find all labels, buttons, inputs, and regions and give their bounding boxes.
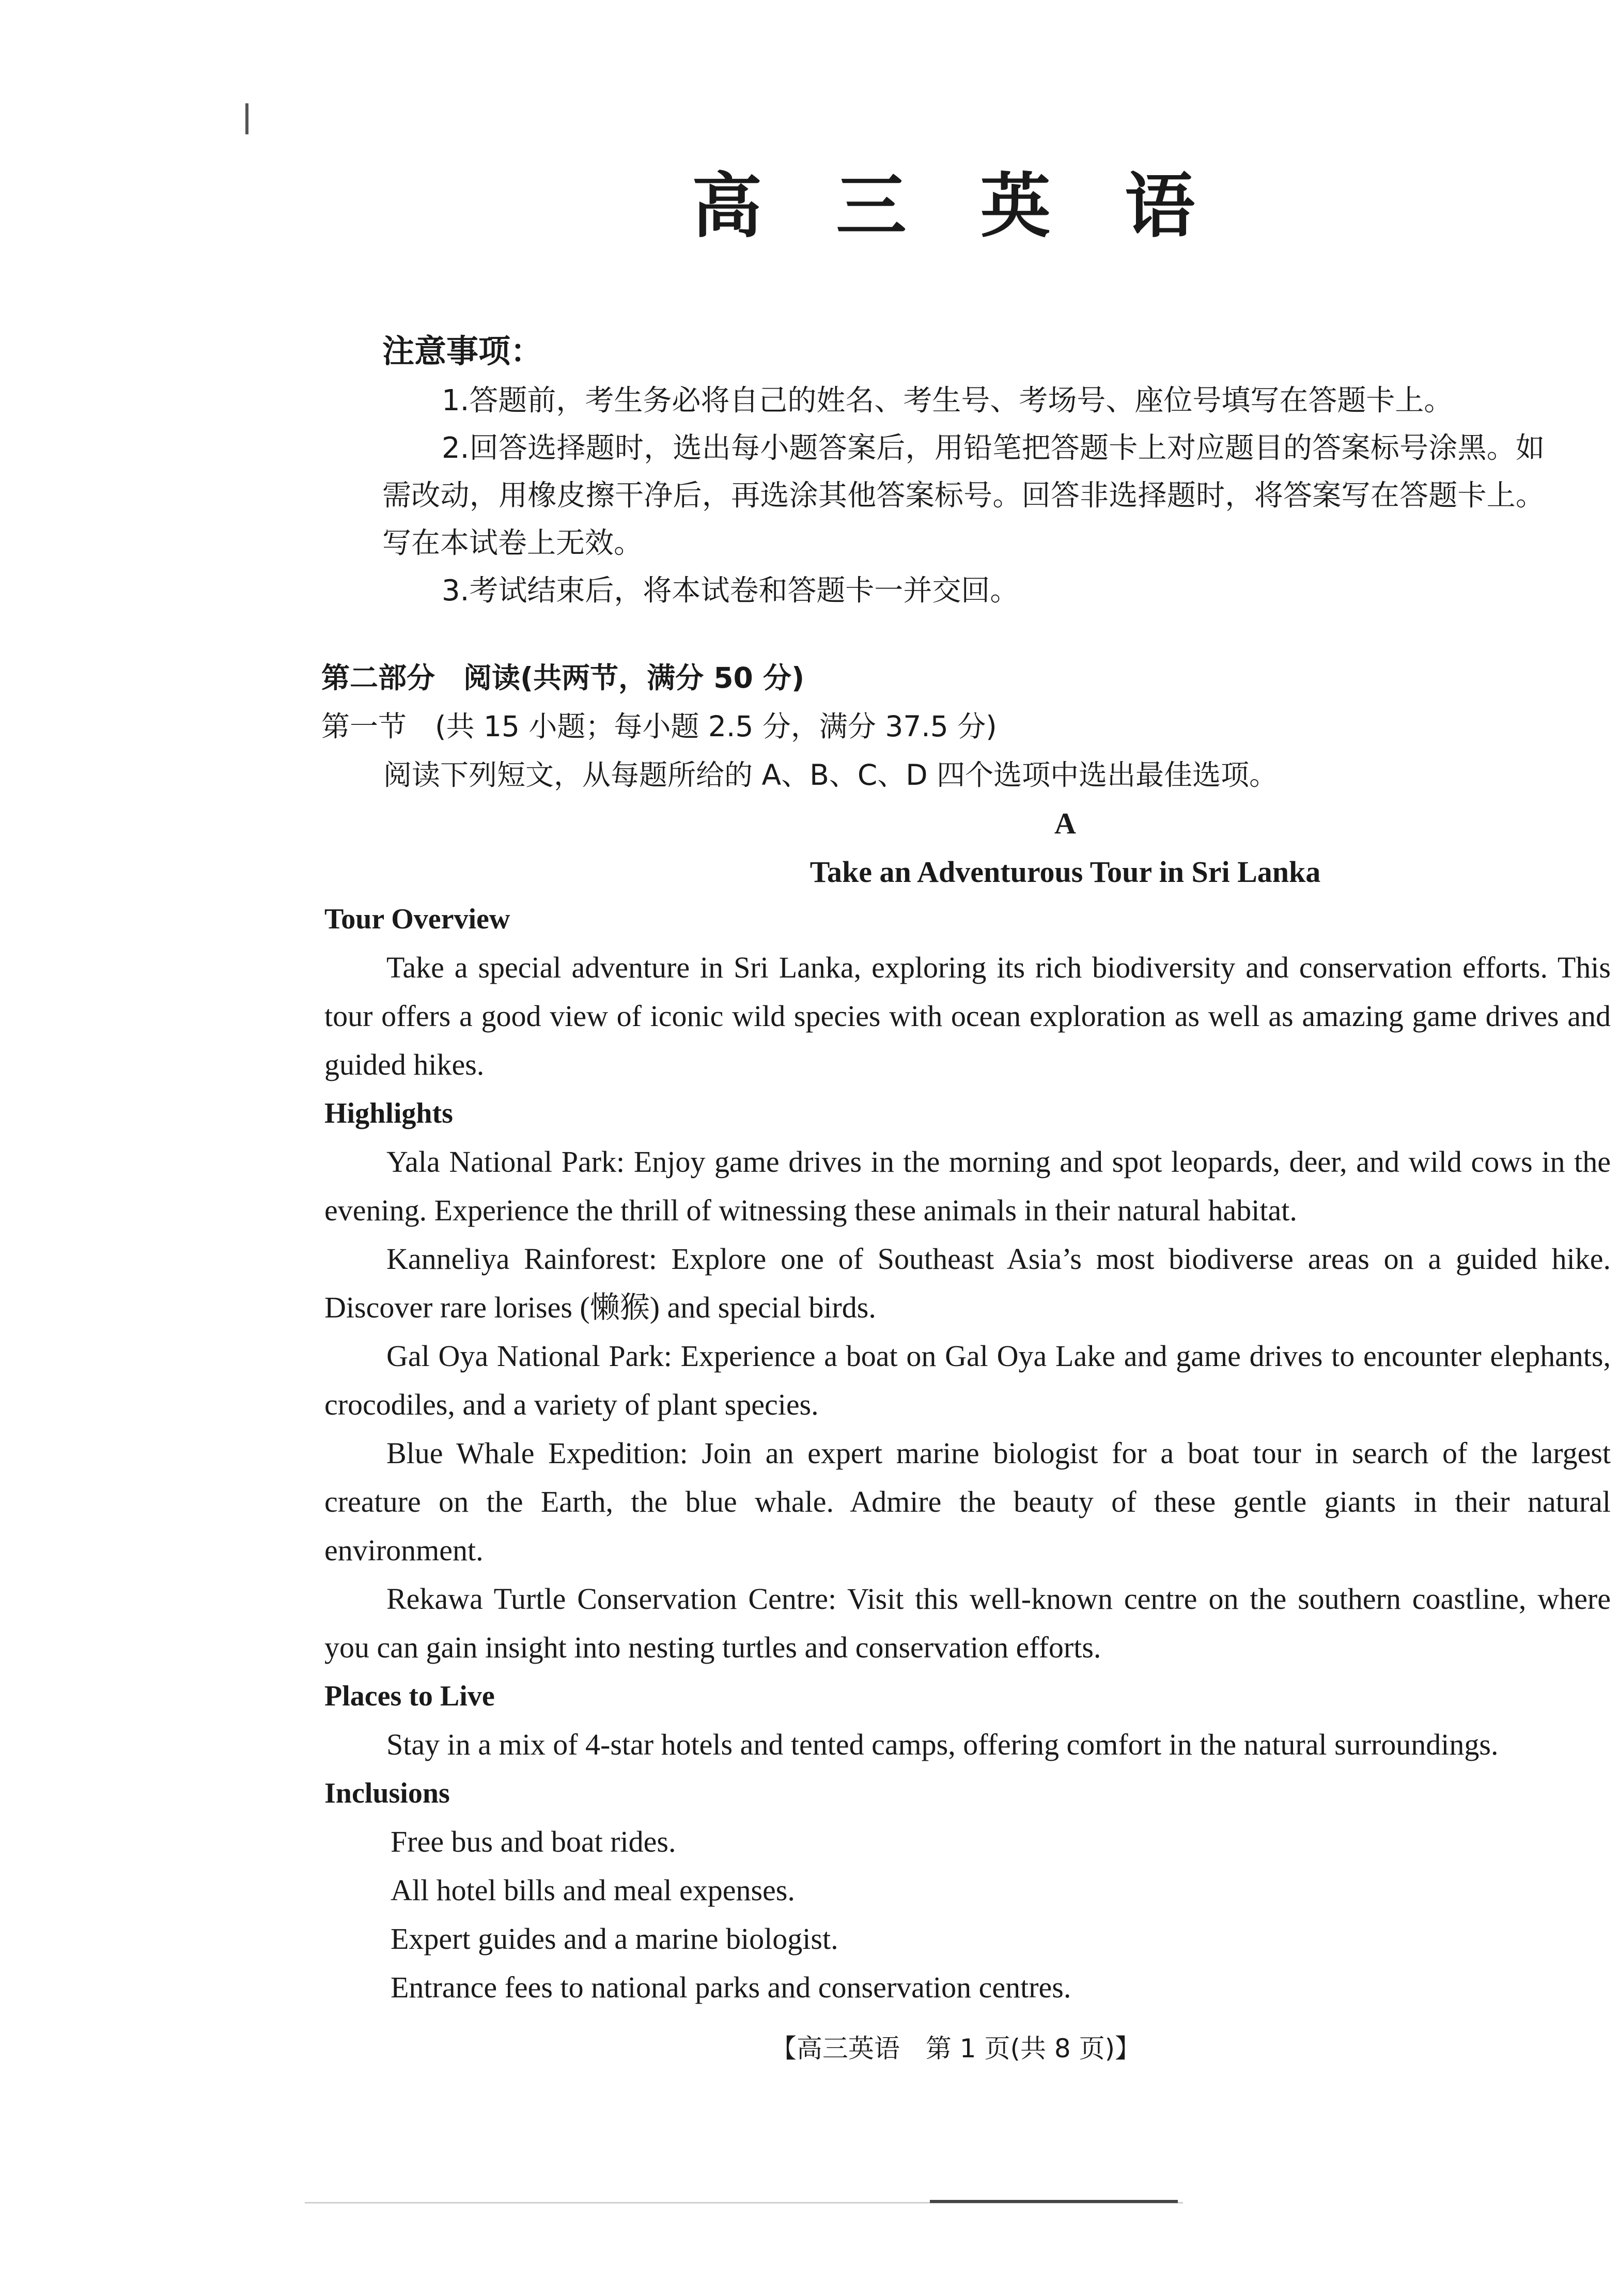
highlights-heading: Highlights [324,1097,453,1129]
overview-paragraph: Take a special adventure in Sri Lanka, exploring its rich biodiversity and conservation efforts. This tour offers a good view of iconic wild species with ocean exploration as well as amazing game drives and guided hikes. [324,951,1611,1081]
notice-block [382,325,1545,615]
section-header [321,654,1602,896]
inclusion-item: Free bus and boat rides. [391,1825,676,1858]
notice-item-3: 3.考试结束后，将本试卷和答题卡一并交回。 [442,574,1019,608]
page-footer: 【高三英语 第 1 页(共 8 页)】 [770,2034,1141,2064]
inclusion-item: Expert guides and a marine biologist. [391,1922,838,1956]
notice-item-2: 2.回答选择题时，选出每小题答案后，用铅笔把答题卡上对应题目的答案标号涂黑。如需改动，用橡皮擦干净后，再选涂其他答案标号。回答非选择题时，将答案写在答题卡上。写在本试卷上无效。 [382,431,1545,560]
part-title: 第二部分 阅读(共两节，满分 50 分) [321,661,805,694]
scan-artifact-line-dark [930,2200,1178,2203]
highlight-yala: Yala National Park: Enjoy game drives in the morning and spot leopards, deer, and wild cows in the evening. Experience the thrill of witnessing these animals in their natural habitat. [324,1145,1611,1227]
scan-artifact-mark [245,103,248,134]
notice-heading: 注意事项： [382,332,543,370]
highlight-rekawa: Rekawa Turtle Conservation Centre: Visit this well-known centre on the southern coastline, where you can gain insight into nesting turtles and conservation efforts. [324,1582,1611,1664]
highlight-kanneliya: Kanneliya Rainforest: Explore one of Southeast Asia’s most biodiverse areas on a guided hike. Discover rare lorises (懒猴) and special birds. [324,1242,1611,1324]
places-heading: Places to Live [324,1680,495,1712]
inclusion-item: All hotel bills and meal expenses. [391,1873,795,1907]
page-title: 高 三 英 语 [691,166,1220,247]
passage-body [324,895,1611,2012]
notice-item-1: 1.答题前，考生务必将自己的姓名、考生号、考场号、座位号填写在答题卡上。 [442,384,1453,417]
passage-title: Take an Adventurous Tour in Sri Lanka [810,855,1321,889]
highlight-blue-whale: Blue Whale Expedition: Join an expert marine biologist for a boat tour in search of the largest creature on the Earth, the blue whale. Admire the beauty of these gentle giants in their natural environment. [324,1436,1611,1567]
overview-heading: Tour Overview [324,903,510,935]
passage-letter: A [1054,806,1076,840]
highlight-gal-oya: Gal Oya National Park: Experience a boat on Gal Oya Lake and game drives to encounter elephants, crocodiles, and a variety of plant species. [324,1339,1611,1421]
reading-instruction: 阅读下列短文，从每题所给的 A、B、C、D 四个选项中选出最佳选项。 [383,758,1278,792]
inclusions-heading: Inclusions [324,1777,450,1809]
places-paragraph: Stay in a mix of 4-star hotels and tented camps, offering comfort in the natural surroundings. [386,1728,1499,1761]
section-subtitle: 第一节 (共 15 小题；每小题 2.5 分，满分 37.5 分) [321,710,997,743]
inclusion-item: Entrance fees to national parks and conservation centres. [391,1971,1071,2004]
